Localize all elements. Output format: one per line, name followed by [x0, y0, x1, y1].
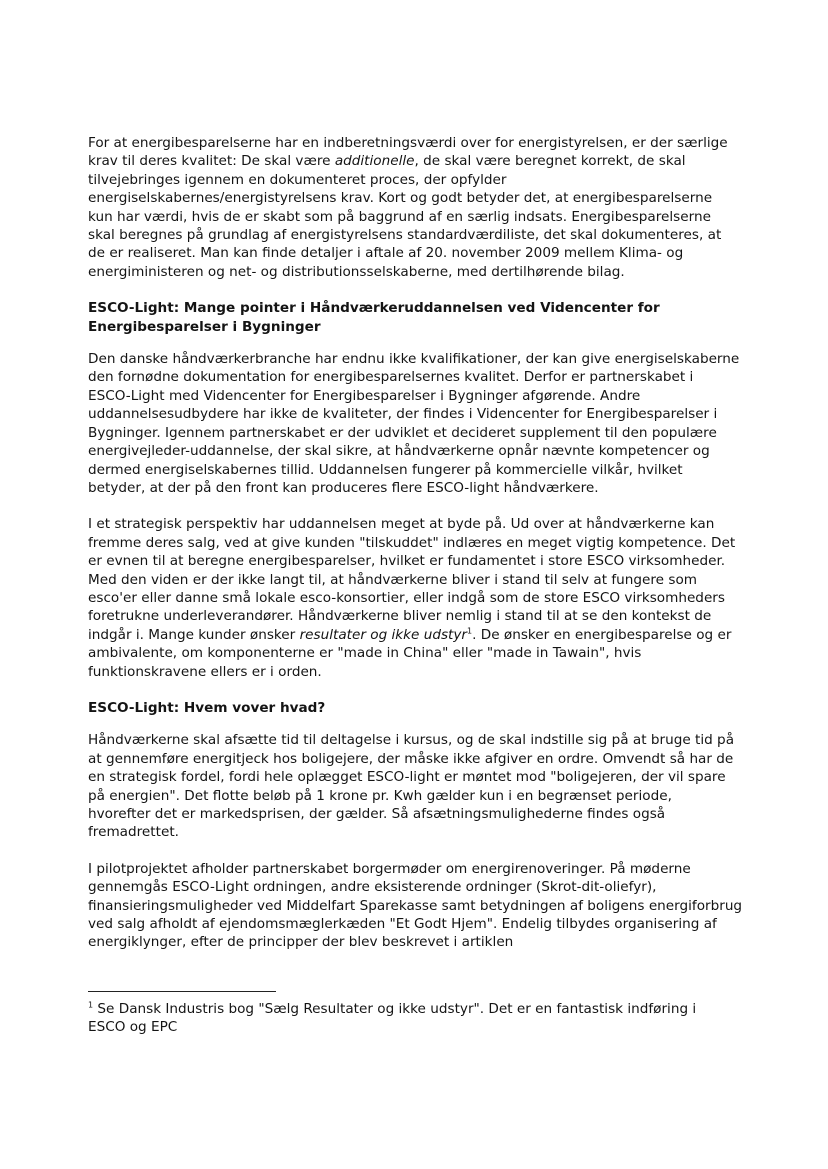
text-line: dermed energiselskabernes tillid. Uddannelsen fungerer på kommercielle vilkår, hvilket	[88, 461, 683, 478]
heading-line: ESCO-Light: Hvem vover hvad?	[88, 699, 326, 716]
text-line: fremadrettet.	[88, 824, 179, 841]
paragraph-craft-industry	[88, 350, 738, 497]
text-line: esco'er eller danne små lokale esco-konsortier, eller indgå som de store ESCO virksomheders	[88, 589, 725, 606]
text-line: Med den viden er der ikke langt til, at håndværkerne bliver i stand til selv at fungere som	[88, 571, 698, 588]
section-heading-who-risks	[88, 699, 738, 717]
text-line: finansieringsmuligheder ved Middelfart Sparekasse samt betydningen af boligens energiforbrug	[88, 897, 743, 914]
footnote-divider	[88, 991, 276, 992]
text-segment: indgår i. Mange kunder ønsker	[88, 626, 300, 643]
text-line: kun har værdi, hvis de er skabt som på baggrund af en særlig indsats. Energibesparelserne	[88, 208, 711, 225]
emphasis-text: additionelle	[334, 153, 415, 170]
text-line: energivejleder-uddannelse, der skal sikre, at håndværkerne opnår nævnte kompetencer og	[88, 443, 710, 460]
text-line: Den danske håndværkerbranche har endnu ikke kvalifikationer, der kan give energiselskaberne	[88, 351, 740, 368]
emphasis-text: resultater og ikke udstyr	[299, 626, 468, 643]
text-line: skal beregnes på grundlag af energistyrelsens standardværdiliste, det skal dokumenteres, at	[88, 227, 722, 244]
footnote-line	[88, 1000, 738, 1018]
text-line: energiklynger, efter de principper der blev beskrevet i artiklen	[88, 934, 514, 951]
footnote-reference[interactable]: 1	[467, 626, 473, 636]
text-line: hvorefter det er markedsprisen, der gælder. Så afsætningsmulighederne findes også	[88, 806, 666, 822]
footnote	[88, 1000, 738, 1037]
text-segment: , de skal være beregnet korrekt, de skal	[414, 153, 686, 170]
text-segment: krav til deres kvalitet: De skal være	[88, 153, 335, 170]
text-line: Bygninger. Igennem partnerskabet er der udviklet et decideret supplement til den populære	[88, 424, 717, 441]
text-line: uddannelsesudbydere har ikke de kvaliteter, der findes i Videncenter for Energibesparelser i	[88, 406, 718, 423]
text-line: de er realiseret. Man kan finde detaljer i aftale af 20. november 2009 mellem Klima- og	[88, 245, 684, 262]
paragraph-strategic-perspective	[88, 515, 738, 681]
footnote-line: ESCO og EPC	[88, 1019, 178, 1036]
paragraph-craftsmen-time	[88, 731, 738, 841]
text-line: funktionskravene ellers er i orden.	[88, 663, 322, 680]
text-line: den fornødne dokumentation for energibesparelsernes kvalitet. Derfor er partnerskabet i	[88, 369, 694, 386]
text-segment: . De ønsker en energibesparelse og er	[472, 626, 732, 643]
text-line: at gennemføre energitjeck hos boligejere, der måske ikke afgiver en ordre. Omvendt så har de	[88, 750, 734, 767]
footnote-marker: 1	[88, 1000, 94, 1010]
footnote-text: Se Dansk Industris bog "Sælg Resultater og ikke udstyr". Det er en fantastisk indføring i	[93, 1001, 697, 1017]
text-line: gennemgås ESCO-Light ordningen, andre eksisterende ordninger (Skrot-dit-oliefyr),	[88, 879, 657, 896]
text-line: foretrukne underleverandører. Håndværkerne bliver nemlig i stand til at se den kontekst de	[88, 608, 712, 625]
text-line	[88, 152, 738, 170]
text-line: en strategisk fordel, fordi hele oplægget ESCO-light er møntet mod "boligejeren, der vil spare	[88, 769, 726, 786]
paragraph-pilot-project	[88, 860, 743, 952]
text-line: ESCO-Light med Videncenter for Energibesparelser i Bygninger afgørende. Andre	[88, 387, 641, 404]
text-line: fremme deres salg, ved at give kunden "tilskuddet" indlæres en meget vigtig kompetence. Det	[88, 534, 736, 551]
text-line: I et strategisk perspektiv har uddannelsen meget at byde på. Ud over at håndværkerne kan	[88, 516, 715, 533]
text-line: For at energibesparelserne har en indberetningsværdi over for energistyrelsen, er der særlige	[88, 135, 728, 151]
text-line: I pilotprojektet afholder partnerskabet borgermøder om energirenoveringer. På møderne	[88, 860, 691, 877]
section-heading-education	[88, 299, 738, 336]
heading-line: ESCO-Light: Mange pointer i Håndværkeruddannelsen ved Videncenter for	[88, 300, 660, 317]
text-line: på energien". Det flotte beløb på 1 krone pr. Kwh gælder kun i en begrænset periode,	[88, 787, 672, 804]
paragraph-requirements	[88, 134, 738, 281]
text-line: ambivalente, om komponenterne er "made in China" eller "made in Tawain", hvis	[88, 645, 642, 662]
text-line: energiministeren og net- og distributionsselskaberne, med dertilhørende bilag.	[88, 263, 625, 280]
text-line	[88, 626, 738, 644]
text-line: er evnen til at beregne energibesparelser, hvilket er fundamentet i store ESCO virksomheder.	[88, 553, 726, 570]
text-line: tilvejebringes igennem en dokumenteret proces, der opfylder	[88, 171, 507, 188]
text-line: Håndværkerne skal afsætte tid til deltagelse i kursus, og de skal indstille sig på at bruge tid på	[88, 732, 735, 749]
document-body	[88, 134, 743, 970]
heading-line: Energibesparelser i Bygninger	[88, 318, 321, 335]
text-line: energiselskabernes/energistyrelsens krav. Kort og godt betyder det, at energibesparelserne	[88, 190, 713, 207]
text-line: betyder, at der på den front kan produceres flere ESCO-light håndværkere.	[88, 479, 599, 496]
text-line: ved salg afholdt af ejendomsmæglerkæden "Et Godt Hjem". Endelig tilbydes organisering af	[88, 916, 717, 933]
